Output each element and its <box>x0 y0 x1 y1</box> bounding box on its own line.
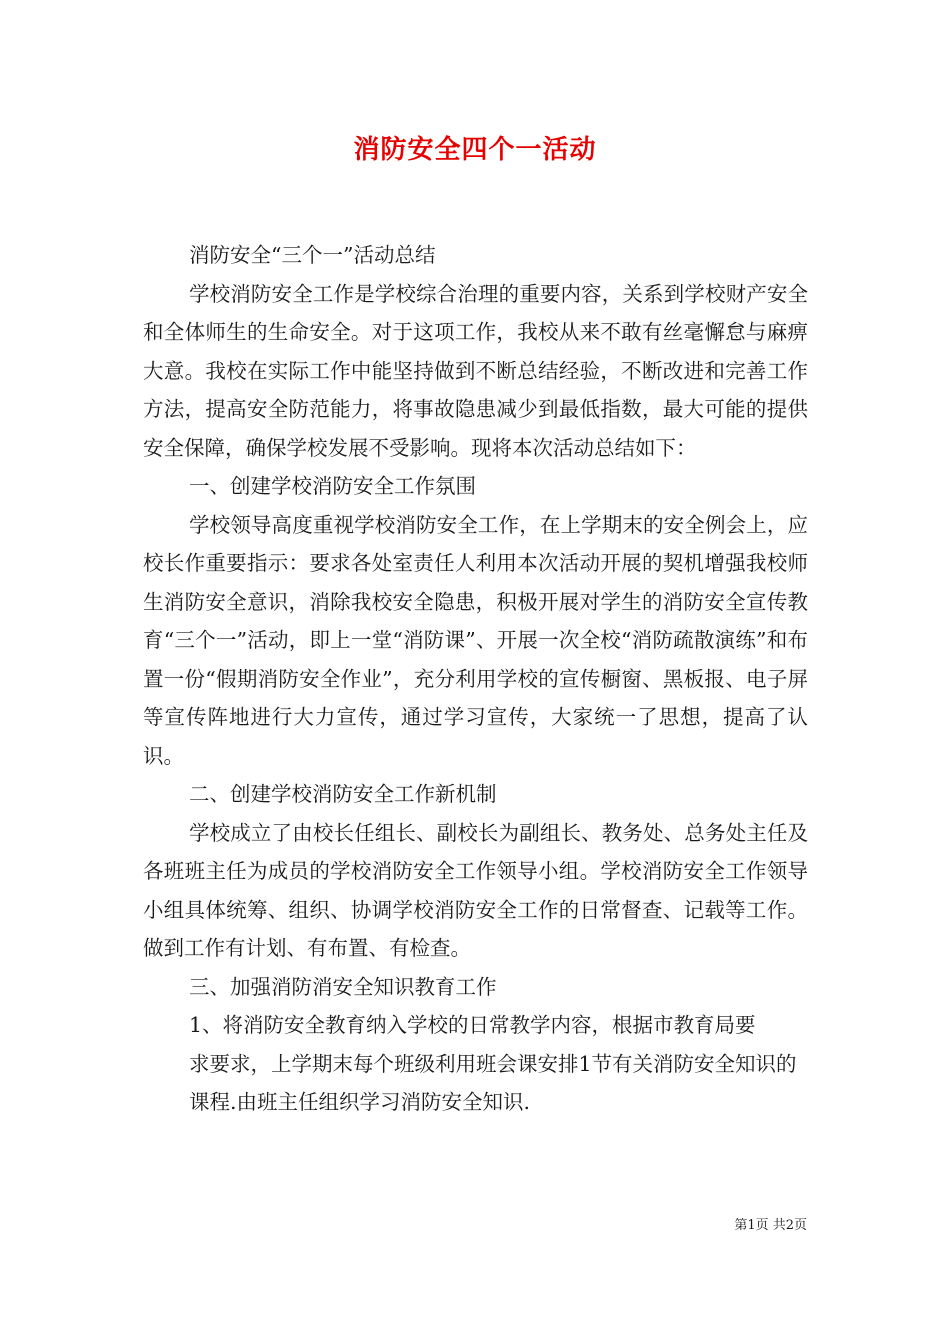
document-title: 消防安全四个一活动 <box>353 135 597 165</box>
paragraph-intro: 学校消防安全工作是学校综合治理的重要内容，关系到学校财产安全和全体师生的生命安全。对于这项工作，我校从来不敢有丝毫懈怠与麻痹大意。我校在实际工作中能坚持做到不断总结经验，不断改进和完善工作方法，提高安全防范能力，将事故隐患减少到最低指数，最大可能的提供安全保障，确保学校发展不受影响。现将本次活动总结如下： <box>143 281 808 460</box>
section-heading-2: 二、创建学校消防安全工作新机制 <box>189 782 497 806</box>
paragraph-item-1: 1、将消防安全教育纳入学校的日常教学内容，根据市教育局要 <box>189 1013 756 1037</box>
paragraph-item-1-end: 课程.由班主任组织学习消防安全知识. <box>189 1090 531 1114</box>
document-body <box>143 236 808 1122</box>
page-number: 第1页 共2页 <box>734 1218 807 1233</box>
paragraph-subtitle: 消防安全“三个一”活动总结 <box>189 243 436 267</box>
section-heading-1: 一、创建学校消防安全工作氛围 <box>189 474 476 498</box>
paragraph-item-1-cont: 求要求，上学期末每个班级利用班会课安排1节有关消防安全知识的 <box>189 1051 797 1076</box>
paragraph-section-2: 学校成立了由校长任组长、副校长为副组长、教务处、总务处主任及各班班主任为成员的学校消防安全工作领导小组。学校消防安全工作领导小组具体统筹、组织、协调学校消防安全工作的日常督查、记载等工作。做到工作有计划、有布置、有检查。 <box>143 820 808 960</box>
section-heading-3: 三、加强消防消安全知识教育工作 <box>189 974 497 999</box>
paragraph-section-1: 学校领导高度重视学校消防安全工作，在上学期末的安全例会上，应校长作重要指示：要求各处室责任人利用本次活动开展的契机增强我校师生消防安全意识，消除我校安全隐患，积极开展对学生的消防安全宣传教育“三个一”活动，即上一堂“消防课”、开展一次全校“消防疏散演练”和布置一份“假期消防安全作业”，充分利用学校的宣传橱窗、黑板报、电子屏等宣传阵地进行大力宣传，通过学习宣传，大家统一了思想，提高了认识。 <box>143 512 808 768</box>
